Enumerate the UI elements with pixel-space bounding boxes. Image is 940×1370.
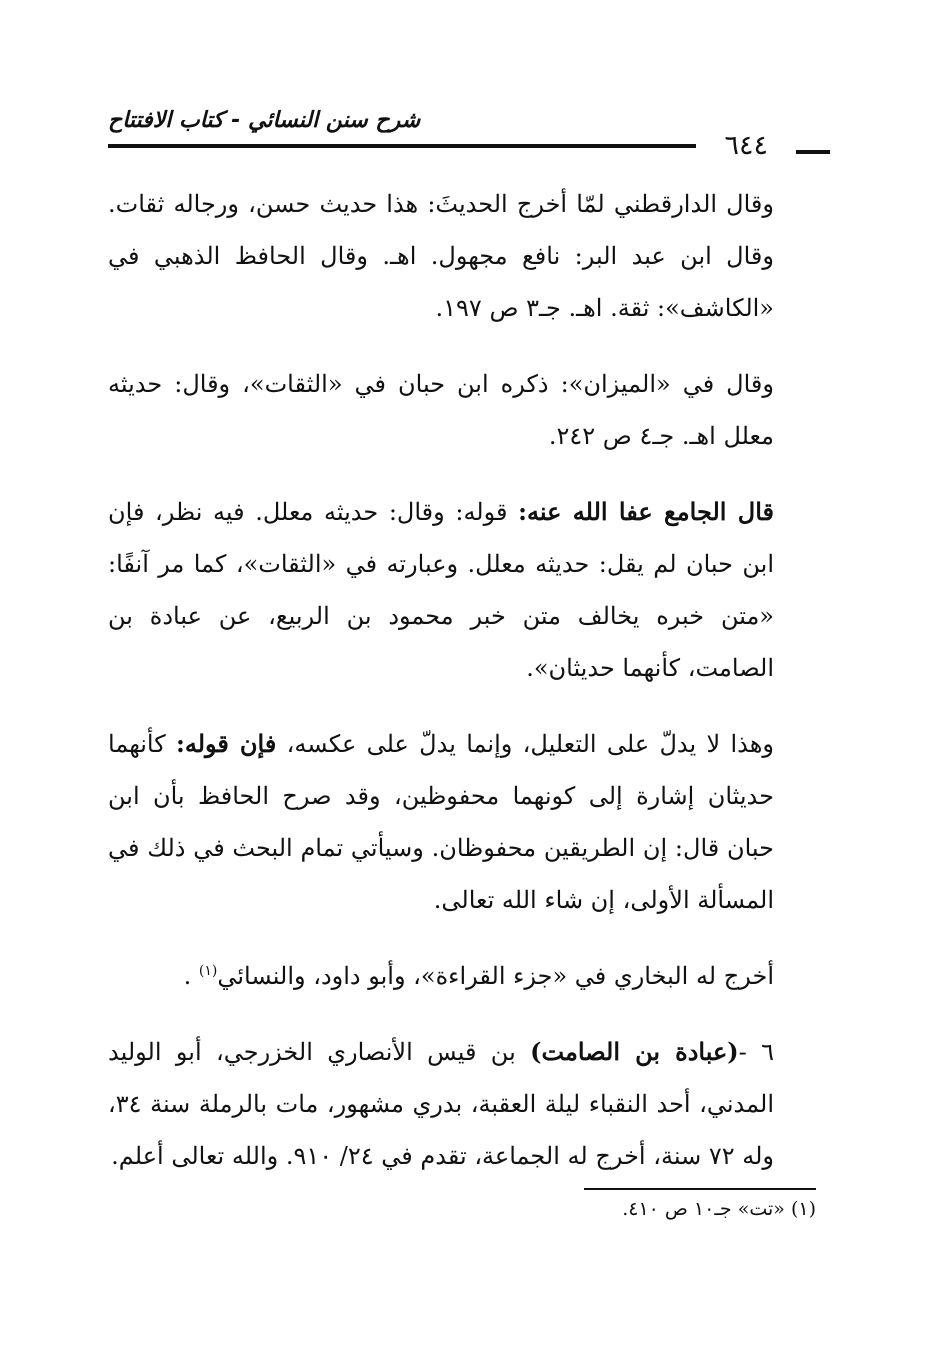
paragraph-text: وقال في «الميزان»: ذكره ابن حبان في «الثقات»، وقال: حديثه معلل اهـ. جـ٤ ص ٢٤٢. [108,370,774,450]
paragraph-1 [108,178,816,334]
paragraph-text: كأنهما حديثان إشارة إلى كونهما محفوظين، وقد صرح الحافظ بأن ابن حبان قال: إن الطريقين محفوظان. وسيأتي تمام البحث في ذلك في المسألة الأولى، إن شاء الله تعالى. [108,730,774,914]
paragraph-text: قوله: وقال: حديثه معلل. فيه نظر، فإن ابن حبان لم يقل: حديثه معلل. وعبارته في «الثقات»، كما مر آنفًا: «متن خبره يخالف متن خبر محمود بن الربيع، عن عبادة بن الصامت، كأنهما حديثان». [108,498,774,682]
paragraph-6 [108,1026,816,1182]
paragraph-text: وقال الدارقطني لمّا أخرج الحديثَ: هذا حديث حسن، ورجاله ثقات. وقال ابن عبد البر: نافع مجهول. اهـ. وقال الحافظ الذهبي في «الكاشف»: ثقة. اهـ. جـ٣ ص ١٩٧. [108,190,774,322]
emphasis-phrase: فإن قوله: [175,729,277,758]
page-number-dash [796,150,830,154]
running-title: شرح سنن النسائي - كتاب الافتتاح [108,108,421,133]
footnote-1 [316,1194,816,1224]
body-text [108,178,816,1206]
page-header [108,108,830,161]
narrator-name: (عبادة بن الصامت) [530,1037,739,1066]
footnote-text: «تت» جـ١٠ ص ٤١٠. [622,1198,785,1220]
paragraph-text-before: وهذا لا يدلّ على التعليل، وإنما يدلّ على عكسه، [276,730,774,758]
paragraph-text-after: . [183,962,199,990]
paragraph-2 [108,358,816,462]
paragraph-3 [108,486,816,694]
narrator-number: ٦ - [738,1038,774,1066]
page-number: ٦٤٤ [724,130,768,161]
paragraph-text: بن قيس الأنصاري الخزرجي، أبو الوليد المدني، أحد النقباء ليلة العقبة، بدري مشهور، مات بالرملة سنة ٣٤، وله ٧٢ سنة، أخرج له الجماعة، تقدم في ٢٤/ ٩١٠. والله تعالى أعلم. [108,1038,774,1170]
jami-remark-label: قال الجامع عفا الله عنه: [518,497,774,526]
header-rule [108,144,696,148]
paragraph-5 [108,950,816,1002]
footnote-reference[interactable]: (١) [198,963,218,979]
paragraph-4 [108,718,816,926]
footnote-marker: (١) [790,1198,816,1220]
footnote-rule [584,1188,816,1190]
paragraph-text: أخرج له البخاري في «جزء القراءة»، وأبو داود، والنسائي [217,962,774,990]
